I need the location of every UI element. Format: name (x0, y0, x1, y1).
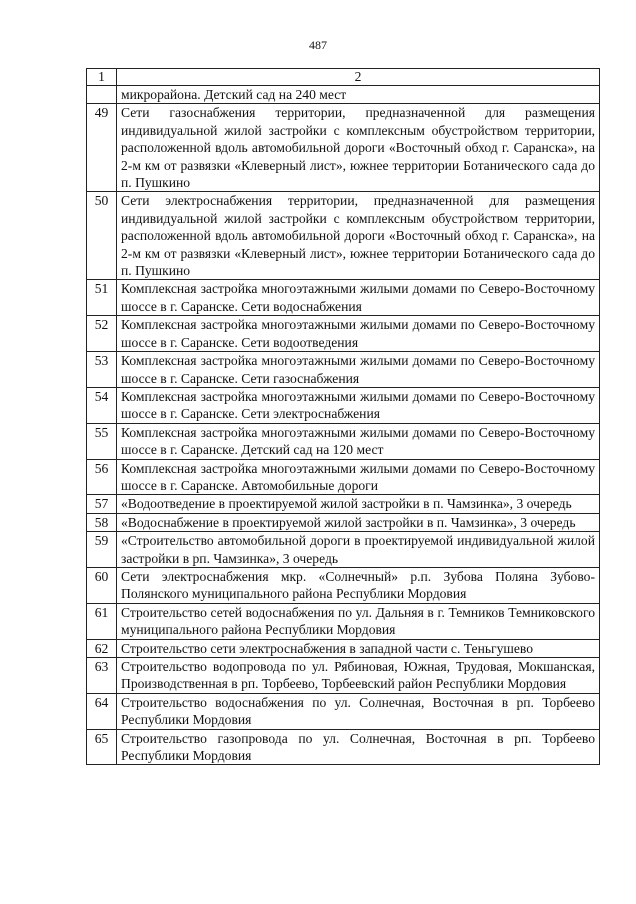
row-text: Комплексная застройка многоэтажными жилыми домами по Северо-Восточному шоссе в г. Саранске. Сети электроснабжения (117, 387, 600, 423)
continuation-row (87, 86, 600, 104)
continuation-number-cell (87, 86, 117, 104)
row-number: 51 (87, 280, 117, 316)
row-text: Строительство водопровода по ул. Рябиновая, Южная, Трудовая, Мокшанская, Производственная в рп. Торбеево, Торбеевский район Республики Мордовия (117, 658, 600, 694)
row-text: Комплексная застройка многоэтажными жилыми домами по Северо-Восточному шоссе в г. Саранске. Сети водоснабжения (117, 280, 600, 316)
page-number: 487 (309, 38, 327, 52)
projects-table (86, 68, 600, 765)
table-row (87, 280, 600, 316)
table-row (87, 387, 600, 423)
table-row (87, 693, 600, 729)
row-text: Строительство газопровода по ул. Солнечная, Восточная в рп. Торбеево Республики Мордовия (117, 729, 600, 765)
table-row (87, 532, 600, 568)
row-number: 59 (87, 532, 117, 568)
row-number: 57 (87, 495, 117, 513)
row-number: 60 (87, 567, 117, 603)
row-number: 49 (87, 104, 117, 192)
table-row (87, 658, 600, 694)
row-number: 63 (87, 658, 117, 694)
header-col-name: 2 (117, 69, 600, 86)
row-number: 58 (87, 513, 117, 531)
row-number: 54 (87, 387, 117, 423)
header-col-number: 1 (87, 69, 117, 86)
row-text: Сети электроснабжения территории, предназначенной для размещения индивидуальной жилой застройки с комплексным обустройством территории, расположенной вдоль автомобильной дороги «Восточный обход г. Саранска», на 2-м км от развязки «Клеверный лист», южнее территории Ботанического сада до п. Пушкино (117, 192, 600, 280)
table-row (87, 423, 600, 459)
row-text: Комплексная застройка многоэтажными жилыми домами по Северо-Восточному шоссе в г. Саранске. Автомобильные дороги (117, 459, 600, 495)
table-row (87, 495, 600, 513)
row-number: 61 (87, 603, 117, 639)
row-text: Комплексная застройка многоэтажными жилыми домами по Северо-Восточному шоссе в г. Саранске. Сети газоснабжения (117, 352, 600, 388)
row-number: 62 (87, 639, 117, 657)
table-row (87, 352, 600, 388)
table-header-row (87, 69, 600, 86)
table-row (87, 316, 600, 352)
row-number: 50 (87, 192, 117, 280)
table-row (87, 513, 600, 531)
table-row (87, 104, 600, 192)
row-text: Комплексная застройка многоэтажными жилыми домами по Северо-Восточному шоссе в г. Саранске. Детский сад на 120 мест (117, 423, 600, 459)
row-text: «Водоснабжение в проектируемой жилой застройки в п. Чамзинка», 3 очередь (117, 513, 600, 531)
table-row (87, 729, 600, 765)
row-text: Комплексная застройка многоэтажными жилыми домами по Северо-Восточному шоссе в г. Саранске. Сети водоотведения (117, 316, 600, 352)
row-number: 64 (87, 693, 117, 729)
row-text: Сети газоснабжения территории, предназначенной для размещения индивидуальной жилой застройки с комплексным обустройством территории, расположенной вдоль автомобильной дороги «Восточный обход г. Саранска», на 2-м км от развязки «Клеверный лист», южнее территории Ботанического сада до п. Пушкино (117, 104, 600, 192)
row-number: 52 (87, 316, 117, 352)
row-text: Сети электроснабжения мкр. «Солнечный» р.п. Зубова Поляна Зубово-Полянского муниципального района Республики Мордовия (117, 567, 600, 603)
row-number: 55 (87, 423, 117, 459)
row-text: «Строительство автомобильной дороги в проектируемой индивидуальной жилой застройки в рп. Чамзинка», 3 очередь (117, 532, 600, 568)
row-number: 65 (87, 729, 117, 765)
row-text: Строительство сетей водоснабжения по ул. Дальняя в г. Темников Темниковского муниципального района Республики Мордовия (117, 603, 600, 639)
table-row (87, 639, 600, 657)
table-row (87, 192, 600, 280)
continuation-text: микрорайона. Детский сад на 240 мест (117, 86, 600, 104)
row-text: Строительство водоснабжения по ул. Солнечная, Восточная в рп. Торбеево Республики Мордовия (117, 693, 600, 729)
table-row (87, 459, 600, 495)
row-text: Строительство сети электроснабжения в западной части с. Теньгушево (117, 639, 600, 657)
row-number: 56 (87, 459, 117, 495)
row-text: «Водоотведение в проектируемой жилой застройки в п. Чамзинка», 3 очередь (117, 495, 600, 513)
table-row (87, 603, 600, 639)
table-row (87, 567, 600, 603)
row-number: 53 (87, 352, 117, 388)
